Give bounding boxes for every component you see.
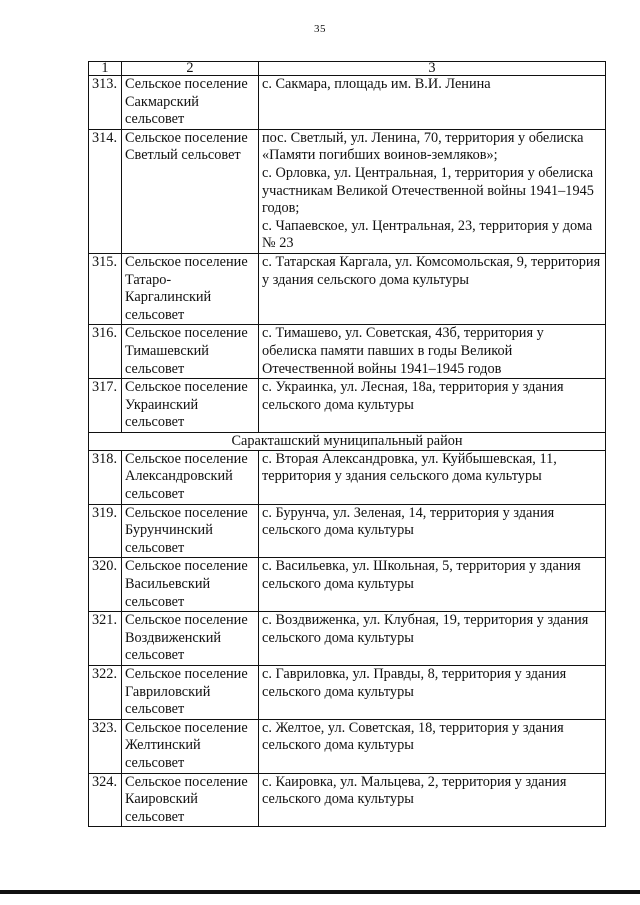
row-number: 321. — [89, 612, 122, 666]
place-address: с. Воздвиженка, ул. Клубная, 19, территория у здания сельского дома культуры — [259, 612, 606, 666]
table-row — [89, 504, 606, 558]
place-address: с. Сакмара, площадь им. В.И. Ленина — [259, 76, 606, 130]
row-number: 318. — [89, 450, 122, 504]
region-row — [89, 432, 606, 450]
header-col-address: 3 — [259, 62, 606, 76]
table-row — [89, 612, 606, 666]
row-number: 316. — [89, 325, 122, 379]
table-row — [89, 253, 606, 324]
settlement-name: Сельское поселение Воздвиженский сельсовет — [122, 612, 259, 666]
table-row — [89, 450, 606, 504]
place-address: с. Бурунча, ул. Зеленая, 14, территория у здания сельского дома культуры — [259, 504, 606, 558]
table-row — [89, 666, 606, 720]
place-address: с. Татарская Каргала, ул. Комсомольская, 9, территория у здания сельского дома культуры — [259, 253, 606, 324]
table-header — [89, 62, 606, 76]
settlement-name: Сельское поселение Сакмарский сельсовет — [122, 76, 259, 130]
header-row — [89, 62, 606, 76]
table-row — [89, 558, 606, 612]
table-body-part-2 — [89, 450, 606, 826]
place-address: с. Тимашево, ул. Советская, 43б, территория у обелиска памяти павших в годы Великой Отечественной войны 1941–1945 годов — [259, 325, 606, 379]
row-number: 323. — [89, 719, 122, 773]
settlement-name: Сельское поселение Украинский сельсовет — [122, 379, 259, 433]
header-col-number: 1 — [89, 62, 122, 76]
table-row — [89, 76, 606, 130]
page-number: 35 — [314, 23, 326, 35]
place-address: с. Вторая Александровка, ул. Куйбышевская, 11, территория у здания сельского дома культуры — [259, 450, 606, 504]
places-table — [88, 61, 606, 827]
table-row — [89, 325, 606, 379]
settlement-name: Сельское поселение Каировский сельсовет — [122, 773, 259, 827]
row-number: 317. — [89, 379, 122, 433]
settlement-name: Сельское поселение Бурунчинский сельсовет — [122, 504, 259, 558]
table-row — [89, 379, 606, 433]
settlement-name: Сельское поселение Татаро- Каргалинский сельсовет — [122, 253, 259, 324]
settlement-name: Сельское поселение Васильевский сельсовет — [122, 558, 259, 612]
table-row — [89, 129, 606, 253]
place-address: с. Каировка, ул. Мальцева, 2, территория у здания сельского дома культуры — [259, 773, 606, 827]
row-number: 315. — [89, 253, 122, 324]
row-number: 314. — [89, 129, 122, 253]
table-row — [89, 773, 606, 827]
place-address: с. Гавриловка, ул. Правды, 8, территория у здания сельского дома культуры — [259, 666, 606, 720]
settlement-name: Сельское поселение Тимашевский сельсовет — [122, 325, 259, 379]
place-address: с. Украинка, ул. Лесная, 18а, территория у здания сельского дома культуры — [259, 379, 606, 433]
row-number: 319. — [89, 504, 122, 558]
table-body-part-1 — [89, 76, 606, 433]
place-address: пос. Светлый, ул. Ленина, 70, территория у обелиска «Памяти погибших воинов-земляков»; с. Орловка, ул. Центральная, 1, территория у обелиска участникам Великой Отечественной войны 1941–1945 годов; с. Чапаевское, ул. Центральная, 23, территория у дома № 23 — [259, 129, 606, 253]
settlement-name: Сельское поселение Александровский сельсовет — [122, 450, 259, 504]
settlement-name: Сельское поселение Желтинский сельсовет — [122, 719, 259, 773]
table-row — [89, 719, 606, 773]
region-section — [89, 432, 606, 450]
row-number: 320. — [89, 558, 122, 612]
row-number: 322. — [89, 666, 122, 720]
place-address: с. Желтое, ул. Советская, 18, территория у здания сельского дома культуры — [259, 719, 606, 773]
row-number: 324. — [89, 773, 122, 827]
place-address: с. Васильевка, ул. Школьная, 5, территория у здания сельского дома культуры — [259, 558, 606, 612]
header-col-settlement: 2 — [122, 62, 259, 76]
bottom-rule — [0, 890, 640, 894]
settlement-name: Сельское поселение Светлый сельсовет — [122, 129, 259, 253]
row-number: 313. — [89, 76, 122, 130]
region-title: Саракташский муниципальный район — [89, 432, 606, 450]
settlement-name: Сельское поселение Гавриловский сельсовет — [122, 666, 259, 720]
